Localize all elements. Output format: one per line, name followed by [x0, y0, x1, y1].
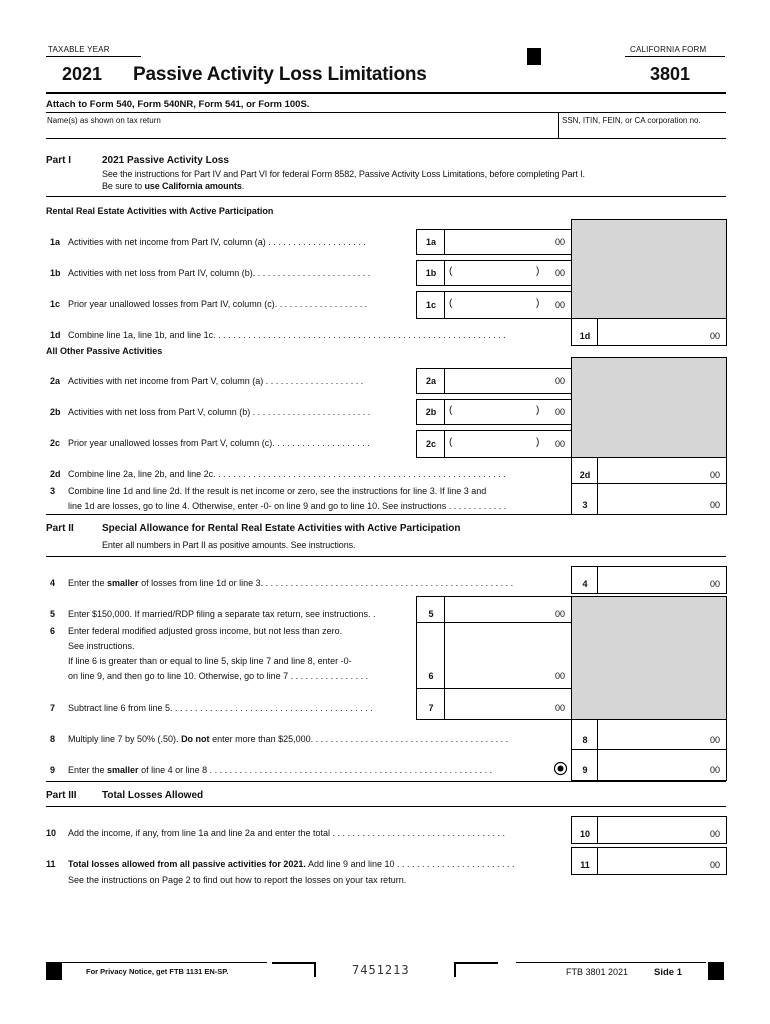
line-number: 5	[50, 609, 56, 619]
shaded-area	[571, 596, 727, 720]
line-text: Total losses allowed from all passive activities for 2021. Add line 9 and line 10 . . . . . . . . . . . . . . . . . . . . . . . .	[68, 859, 515, 869]
line-box-label: 10	[571, 816, 599, 844]
line-number: 2b	[50, 407, 61, 417]
line-box-label: 1d	[571, 318, 599, 346]
line-text: Activities with net income from Part V, column (a) . . . . . . . . . . . . . . . . . . . .	[68, 376, 364, 386]
line-number: 2c	[50, 438, 61, 448]
line-number: 2d	[50, 469, 61, 479]
line-number: 3	[50, 486, 56, 496]
line-number: 2a	[50, 376, 61, 386]
registration-mark	[708, 962, 724, 980]
line-number: 9	[50, 765, 56, 775]
page-side: Side 1	[654, 967, 682, 978]
line-box-label: 7	[416, 688, 446, 720]
amount-field-2c[interactable]: ( ) 00	[444, 430, 572, 458]
line-text: on line 9, and then go to line 10. Otherwise, go to line 7 . . . . . . . . . . . . . . . .	[68, 671, 369, 681]
line-box-label: 4	[571, 566, 599, 594]
line-box-label: 5	[416, 596, 446, 624]
line-number: 7	[50, 703, 56, 713]
taxable-year-label: TAXABLE YEAR	[48, 45, 110, 54]
amount-field-7[interactable]: 00	[444, 688, 572, 720]
line-text: Combine line 2a, line 2b, and line 2c. . . . . . . . . . . . . . . . . . . . . . . . . . . . . . . . . . . . . . . . . . . . . . . . . . . . . . . . . . .	[68, 469, 506, 479]
amount-field-1a[interactable]: 00	[444, 229, 572, 255]
line-text: Activities with net income from Part IV, column (a) . . . . . . . . . . . . . . . . . . . .	[68, 237, 366, 247]
line-number: 10	[46, 828, 57, 838]
line-number: 1c	[50, 299, 61, 309]
line-text: Combine line 1a, line 1b, and line 1c. . . . . . . . . . . . . . . . . . . . . . . . . . . . . . . . . . . . . . . . . . . . . . . . . . . . . . . . . . .	[68, 330, 506, 340]
form-code: 7451213	[352, 963, 410, 977]
shaded-area	[571, 357, 727, 458]
amount-field-1c[interactable]: ( ) 00	[444, 291, 572, 319]
part1-instruction: See the instructions for Part IV and Part VI for federal Form 8582, Passive Activity Loss Limitations, before completing Part I.	[102, 169, 585, 179]
amount-field-1d[interactable]: 00	[597, 318, 727, 346]
line-box-label: 2b	[416, 399, 446, 425]
radio-icon[interactable]	[553, 761, 568, 776]
registration-mark	[527, 48, 541, 65]
form-number: 3801	[650, 64, 691, 84]
line-number: 1d	[50, 330, 61, 340]
line-text: Multiply line 7 by 50% (.50). Do not enter more than $25,000. . . . . . . . . . . . . . . . . . . . . . . . . . . . . . . . . . . . . . . .	[68, 734, 509, 744]
line-number: 11	[46, 859, 56, 869]
line-text: If line 6 is greater than or equal to line 5, skip line 7 and line 8, enter -0-	[68, 656, 352, 666]
amount-field-10[interactable]: 00	[597, 816, 727, 844]
line-box-label: 6	[416, 622, 446, 690]
part3-label: Part III	[46, 790, 77, 801]
amount-field-4[interactable]: 00	[597, 566, 727, 594]
line-text: Subtract line 6 from line 5. . . . . . . . . . . . . . . . . . . . . . . . . . . . . . . . . . . . . . . . .	[68, 703, 373, 713]
part2-title: Special Allowance for Rental Real Estate Activities with Active Participation	[102, 523, 461, 534]
line-text: Activities with net loss from Part V, column (b) . . . . . . . . . . . . . . . . . . . . . . . .	[68, 407, 371, 417]
line-text: Add the income, if any, from line 1a and line 2a and enter the total . . . . . . . . . . . . . . . . . . . . . . . . . . . . . . . . . . .	[68, 828, 506, 838]
line-box-label: 1c	[416, 291, 446, 319]
amount-field-3[interactable]: 00	[597, 483, 727, 515]
line-box-label: 2d	[571, 457, 599, 485]
name-field[interactable]	[48, 126, 553, 138]
amount-field-2d[interactable]: 00	[597, 457, 727, 485]
amount-field-6[interactable]: 00	[444, 622, 572, 690]
line-text: See the instructions on Page 2 to find out how to report the losses on your tax return.	[68, 875, 407, 885]
other-heading: All Other Passive Activities	[46, 346, 163, 356]
name-label: Name(s) as shown on tax return	[47, 116, 161, 125]
line-text: Prior year unallowed losses from Part IV, column (c). . . . . . . . . . . . . . . . . . .	[68, 299, 368, 309]
attach-instruction: Attach to Form 540, Form 540NR, Form 541, or Form 100S.	[46, 99, 310, 110]
line-text: See instructions.	[68, 641, 135, 651]
part1-label: Part I	[46, 155, 72, 166]
line-number: 1b	[50, 268, 61, 278]
line-box-label: 2a	[416, 368, 446, 394]
part2-instruction: Enter all numbers in Part II as positive amounts. See instructions.	[102, 540, 356, 550]
line-text: Enter federal modified adjusted gross income, but not less than zero.	[68, 626, 343, 636]
line-number: 8	[50, 734, 56, 744]
amount-field-1b[interactable]: ( ) 00	[444, 260, 572, 286]
line-text: Combine line 1d and line 2d. If the result is net income or zero, see the instructions for line 3. If line 3 and	[68, 486, 487, 496]
california-form-label: CALIFORNIA FORM	[630, 45, 707, 54]
line-box-label: 11	[571, 847, 599, 875]
line-number: 6	[50, 626, 56, 636]
line-box-label: 2c	[416, 430, 446, 458]
form-title: Passive Activity Loss Limitations	[133, 64, 427, 85]
line-number: 1a	[50, 237, 61, 247]
amount-field-9[interactable]: 00	[597, 749, 727, 781]
line-text: Enter the smaller of losses from line 1d or line 3. . . . . . . . . . . . . . . . . . . . . . . . . . . . . . . . . . . . . . . . . . . . . . . . . . .	[68, 578, 514, 588]
privacy-notice: For Privacy Notice, get FTB 1131 EN-SP.	[86, 967, 229, 976]
rental-heading: Rental Real Estate Activities with Active Participation	[46, 206, 274, 216]
amount-field-5[interactable]: 00	[444, 596, 572, 624]
registration-mark	[46, 962, 62, 980]
line-box-label: 8	[571, 719, 599, 751]
ssn-field[interactable]	[562, 126, 722, 138]
shaded-area	[571, 219, 727, 320]
line-text: Enter the smaller of line 4 or line 8 . . . . . . . . . . . . . . . . . . . . . . . . . . . . . . . . . . . . . . . . . . . . . . . . . . . . . . . . .	[68, 765, 493, 775]
amount-field-2a[interactable]: 00	[444, 368, 572, 394]
line-box-label: 3	[571, 483, 599, 515]
part2-label: Part II	[46, 523, 74, 534]
part1-instruction-2: Be sure to use California amounts.	[102, 181, 245, 191]
line-number: 4	[50, 578, 56, 588]
tax-year: 2021	[62, 64, 103, 84]
amount-field-11[interactable]: 00	[597, 847, 727, 875]
ssn-label: SSN, ITIN, FEIN, or CA corporation no.	[562, 116, 701, 125]
line-box-label: 9	[571, 749, 599, 781]
line-box-label: 1b	[416, 260, 446, 286]
line-box-label: 1a	[416, 229, 446, 255]
part3-title: Total Losses Allowed	[102, 790, 204, 801]
line-text: line 1d are losses, go to line 4. Otherwise, enter -0- on line 9 and go to line 10. See instructions . . . . . . . . . . . .	[68, 501, 507, 511]
line-text: Prior year unallowed losses from Part V, column (c). . . . . . . . . . . . . . . . . . . .	[68, 438, 370, 448]
line-text: Enter $150,000. If married/RDP filing a separate tax return, see instructions. .	[68, 609, 376, 619]
amount-field-8[interactable]: 00	[597, 719, 727, 751]
form-reference: FTB 3801 2021	[566, 967, 629, 977]
part1-title: 2021 Passive Activity Loss	[102, 155, 229, 166]
amount-field-2b[interactable]: ( ) 00	[444, 399, 572, 425]
line-text: Activities with net loss from Part IV, column (b). . . . . . . . . . . . . . . . . . . . . . . .	[68, 268, 371, 278]
